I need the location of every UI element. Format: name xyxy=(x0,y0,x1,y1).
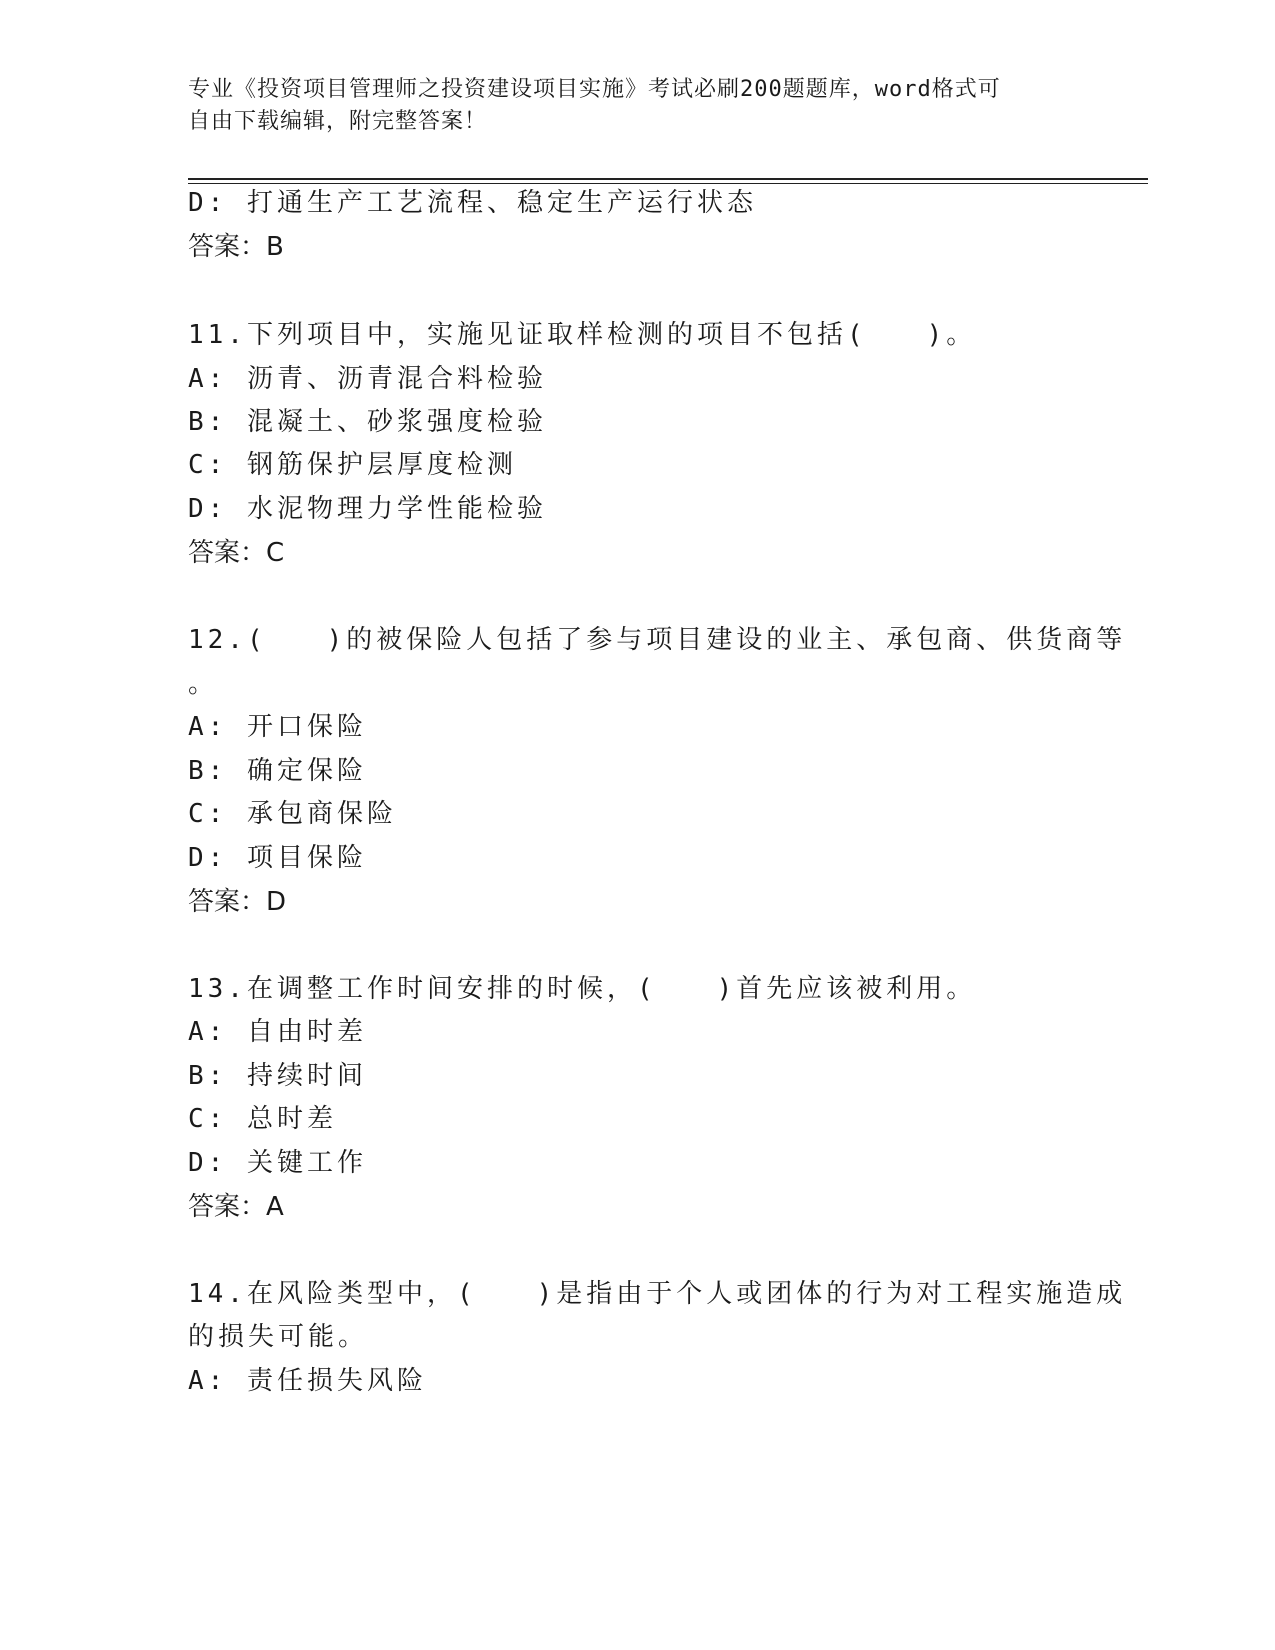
q11-option-b: B: 混凝土、砂浆强度检验 xyxy=(188,407,547,437)
q11-option-c: C: 钢筋保护层厚度检测 xyxy=(188,450,517,480)
q14-stem-line-2: 的损失可能。 xyxy=(188,1322,369,1352)
header-line-2: 自由下载编辑，附完整答案！ xyxy=(188,109,488,134)
q11-option-a: A: 沥青、沥青混合料检验 xyxy=(188,364,547,394)
q12-option-c: C: 承包商保险 xyxy=(188,799,397,829)
q12-option-d: D: 项目保险 xyxy=(188,843,367,873)
q11-stem: 11.下列项目中，实施见证取样检测的项目不包括( )。 xyxy=(188,320,977,350)
q14-stem-line-1: 14.在风险类型中，( )是指由于个人或团体的行为对工程实施造成 xyxy=(188,1279,1127,1309)
q13-stem: 13.在调整工作时间安排的时候，( )首先应该被利用。 xyxy=(188,974,977,1004)
q12-stem-line-1: 12.( )的被保险人包括了参与项目建设的业主、承包商、供货商等 xyxy=(188,625,1127,655)
q13-answer: 答案：A xyxy=(188,1192,284,1222)
q12-option-a: A: 开口保险 xyxy=(188,712,367,742)
q13-option-a: A: 自由时差 xyxy=(188,1017,367,1047)
prev-option-d: D: 打通生产工艺流程、稳定生产运行状态 xyxy=(188,188,757,218)
q12-answer: 答案：D xyxy=(188,887,287,917)
prev-answer: 答案：B xyxy=(188,232,284,262)
q11-option-d: D: 水泥物理力学性能检验 xyxy=(188,494,547,524)
q13-option-c: C: 总时差 xyxy=(188,1104,337,1134)
header-line-1: 专业《投资项目管理师之投资建设项目实施》考试必刷200题题库，word格式可 xyxy=(188,77,1001,102)
q13-option-d: D: 关键工作 xyxy=(188,1148,367,1178)
q11-answer: 答案：C xyxy=(188,538,285,568)
header-divider-thick xyxy=(188,178,1148,180)
q13-option-b: B: 持续时间 xyxy=(188,1061,367,1091)
document-header xyxy=(188,74,1068,138)
header-divider-thin xyxy=(188,183,1148,184)
q14-option-a: A: 责任损失风险 xyxy=(188,1366,427,1396)
q12-stem-line-2: 。 xyxy=(188,669,219,699)
q12-option-b: B: 确定保险 xyxy=(188,756,367,786)
